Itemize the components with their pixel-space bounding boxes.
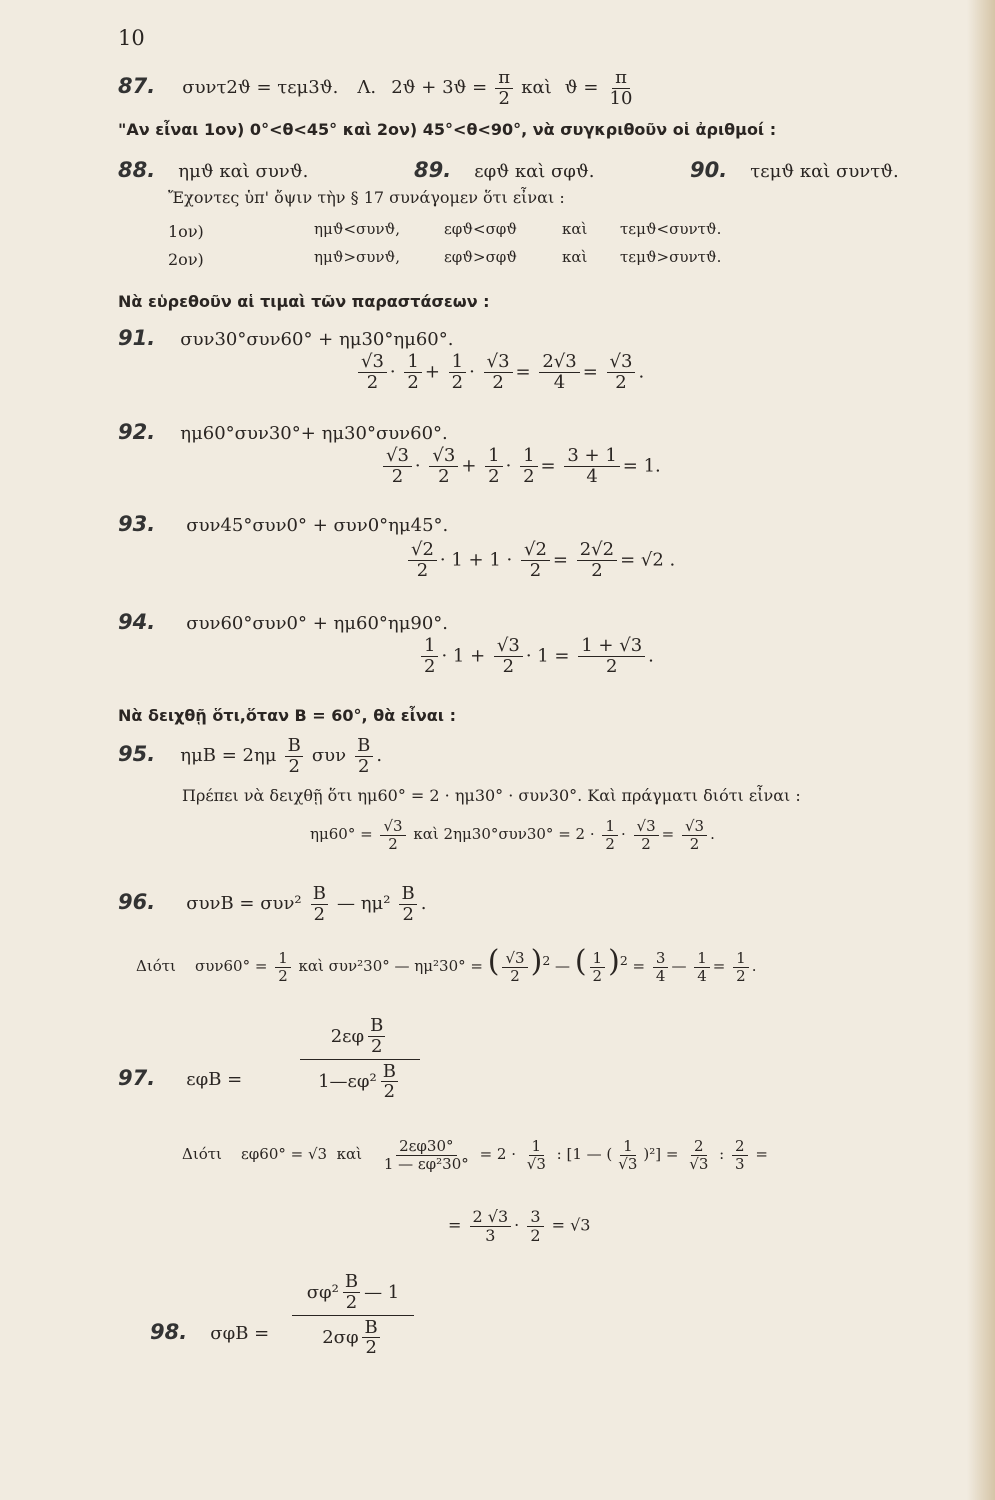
problem-87 xyxy=(118,68,638,109)
problem-number: 92. xyxy=(118,420,156,444)
case-1-label: 1ον) xyxy=(168,222,204,241)
problem-93 xyxy=(118,512,448,536)
problem-number: 90. xyxy=(690,158,728,182)
solution-92: $\frac{√3}{2}$ · $\frac{√3}{2}$ + $\frac{1}{2}$ · $\frac{1}{2}$ = $\frac{3 + 1}{4}$ = 1. xyxy=(380,446,661,487)
problem-statement: συντ2ϑ = τεμ3ϑ. xyxy=(182,76,339,98)
problem-90 xyxy=(690,158,899,182)
condition-line: "Αν εἶναι 1ον) 0°<θ<45° καὶ 2ον) 45°<θ<90°, νὰ συγκριθοῦν οἱ ἀριθμοί : xyxy=(118,120,777,139)
section-heading-prove: Νὰ δειχθῇ ὅτι,ὅταν Β = 60°, θὰ εἶναι : xyxy=(118,706,456,725)
problem-94 xyxy=(118,610,448,634)
solution-93: $\frac{√2}{2}$ · 1 + 1 · $\frac{√2}{2}$ = $\frac{2√2}{2}$ = √2 . xyxy=(405,540,675,581)
p97-fraction: 2εφ $\frac{B}{2}$ 1—εφ² $\frac{B}{2}$ xyxy=(300,1016,420,1102)
problem-97 xyxy=(118,1066,242,1090)
problem-number: 91. xyxy=(118,326,156,350)
fraction: $\frac{\pi}{2}$ xyxy=(495,68,513,109)
solution-91: $\frac{√3}{2}$ · $\frac{1}{2}$ + $\frac{1}{2}$ · $\frac{√3}{2}$ = $\frac{2√3}{4}$ = $\frac{√3}{2}$ . xyxy=(355,352,644,393)
fraction: $\frac{\pi}{10}$ xyxy=(609,67,633,109)
intro-text: Ἔχοντες ὑπ' ὄψιν τὴν § 17 συνάγομεν ὅτι εἶναι : xyxy=(168,188,565,207)
case-2-label: 2ον) xyxy=(168,250,204,269)
problem-statement: ημϑ καὶ συνϑ. xyxy=(178,161,309,182)
problem-number: 98. xyxy=(150,1320,188,1344)
problem-statement: συν60°συν0° + ημ60°ημ90°. xyxy=(186,613,449,634)
p97-calculation: Διότι εφ60° = √3 καὶ $\frac{2\varepsilon\varphi 30^\circ}{\text{1 — εφ²30°}}$ = 2 · $\frac{1}{√3}$ : [1 — ( $\frac{1}{√3}$ )²] = $\frac{2}{√3}$ : $\frac{2}{3}$ = xyxy=(182,1137,768,1173)
case-2-c: καὶ xyxy=(562,248,588,266)
problem-number: 87. xyxy=(118,73,156,98)
case-2-b: εφϑ>σφϑ xyxy=(444,248,518,266)
problem-96: 96. συνΒ = συν² $\frac{B}{2}$ — ημ² $\frac{B}{2}$ . xyxy=(118,883,427,925)
problem-statement: σφΒ = xyxy=(210,1323,270,1344)
problem-number: 89. xyxy=(414,158,452,182)
case-1-a: ημϑ<συνϑ, xyxy=(314,220,400,238)
problem-95: 95. ημΒ = 2ημ $\frac{B}{2}$ συν $\frac{B}{2}$ . xyxy=(118,735,383,777)
problem-statement: ημ60°συν30°+ ημ30°συν60°. xyxy=(180,423,448,444)
solution-94: $\frac{1}{2}$ · 1 + $\frac{√3}{2}$ · 1 = $\frac{1 + √3}{2}$ . xyxy=(418,636,654,677)
problem-number: 97. xyxy=(118,1066,156,1090)
problem-number: 94. xyxy=(118,610,156,634)
problem-statement: συν30°συν60° + ημ30°ημ60°. xyxy=(180,329,454,350)
case-1-b: εφϑ<σφϑ xyxy=(444,220,518,238)
problem-statement: συν45°συν0° + συν0°ημ45°. xyxy=(186,515,449,536)
answer-expr: ϑ = xyxy=(564,76,599,98)
case-2-a: ημϑ>συνϑ, xyxy=(314,248,400,266)
problem-statement: εφϑ καὶ σφϑ. xyxy=(474,161,595,182)
problem-statement: τεμϑ καὶ συντϑ. xyxy=(750,161,899,182)
problem-98 xyxy=(150,1320,269,1344)
problem-statement: ημΒ = 2ημ xyxy=(180,744,277,766)
problem-number: 93. xyxy=(118,512,156,536)
problem-statement: εφΒ = xyxy=(186,1069,243,1090)
problem-number: 95. xyxy=(118,741,156,766)
case-1-c: καὶ xyxy=(562,220,588,238)
problem-92 xyxy=(118,420,448,444)
problem-89 xyxy=(414,158,594,182)
section-heading-values: Νὰ εὑρεθοῦν αἱ τιμαὶ τῶν παραστάσεων : xyxy=(118,292,490,311)
p97-calculation-2: = $\frac{2 √3}{3}$ · $\frac{3}{2}$ = √3 xyxy=(448,1207,591,1245)
p95-calculation: ημ60° = $\frac{√3}{2}$ καὶ 2ημ30°συν30° = 2 · $\frac{1}{2}$ · $\frac{√3}{2}$ = $\frac{√3}{2}$ . xyxy=(310,817,715,853)
problem-statement: συνΒ = συν² xyxy=(186,892,302,914)
page-number: 10 xyxy=(118,26,145,50)
case-1-d: τεμϑ<συντϑ. xyxy=(620,220,722,238)
problem-91 xyxy=(118,326,453,350)
p98-fraction: σφ² $\frac{B}{2}$ — 1 2σφ $\frac{B}{2}$ xyxy=(292,1272,414,1358)
answer-expr: 2ϑ + 3ϑ = xyxy=(391,76,488,98)
p95-explanation: Πρέπει νὰ δειχθῇ ὅτι ημ60° = 2 · ημ30° · συν30°. Καὶ πράγματι διότι εἶναι : xyxy=(182,786,801,805)
text: καὶ xyxy=(521,76,552,98)
problem-88 xyxy=(118,158,308,182)
answer-label: Λ. xyxy=(357,76,377,98)
problem-number: 88. xyxy=(118,158,156,182)
case-2-d: τεμϑ>συντϑ. xyxy=(620,248,722,266)
problem-number: 96. xyxy=(118,889,156,914)
p96-calculation: Διότι συν60° = $\frac{1}{2}$ καὶ συν²30° — ημ²30° = ( $\frac{√3}{2}$ )$^2$ — ( $\frac{1}{2}$ )$^2$ = $\frac{3}{4}$ — $\frac{1}{4}$ = $\frac{1}{2}$ . xyxy=(136,944,757,985)
